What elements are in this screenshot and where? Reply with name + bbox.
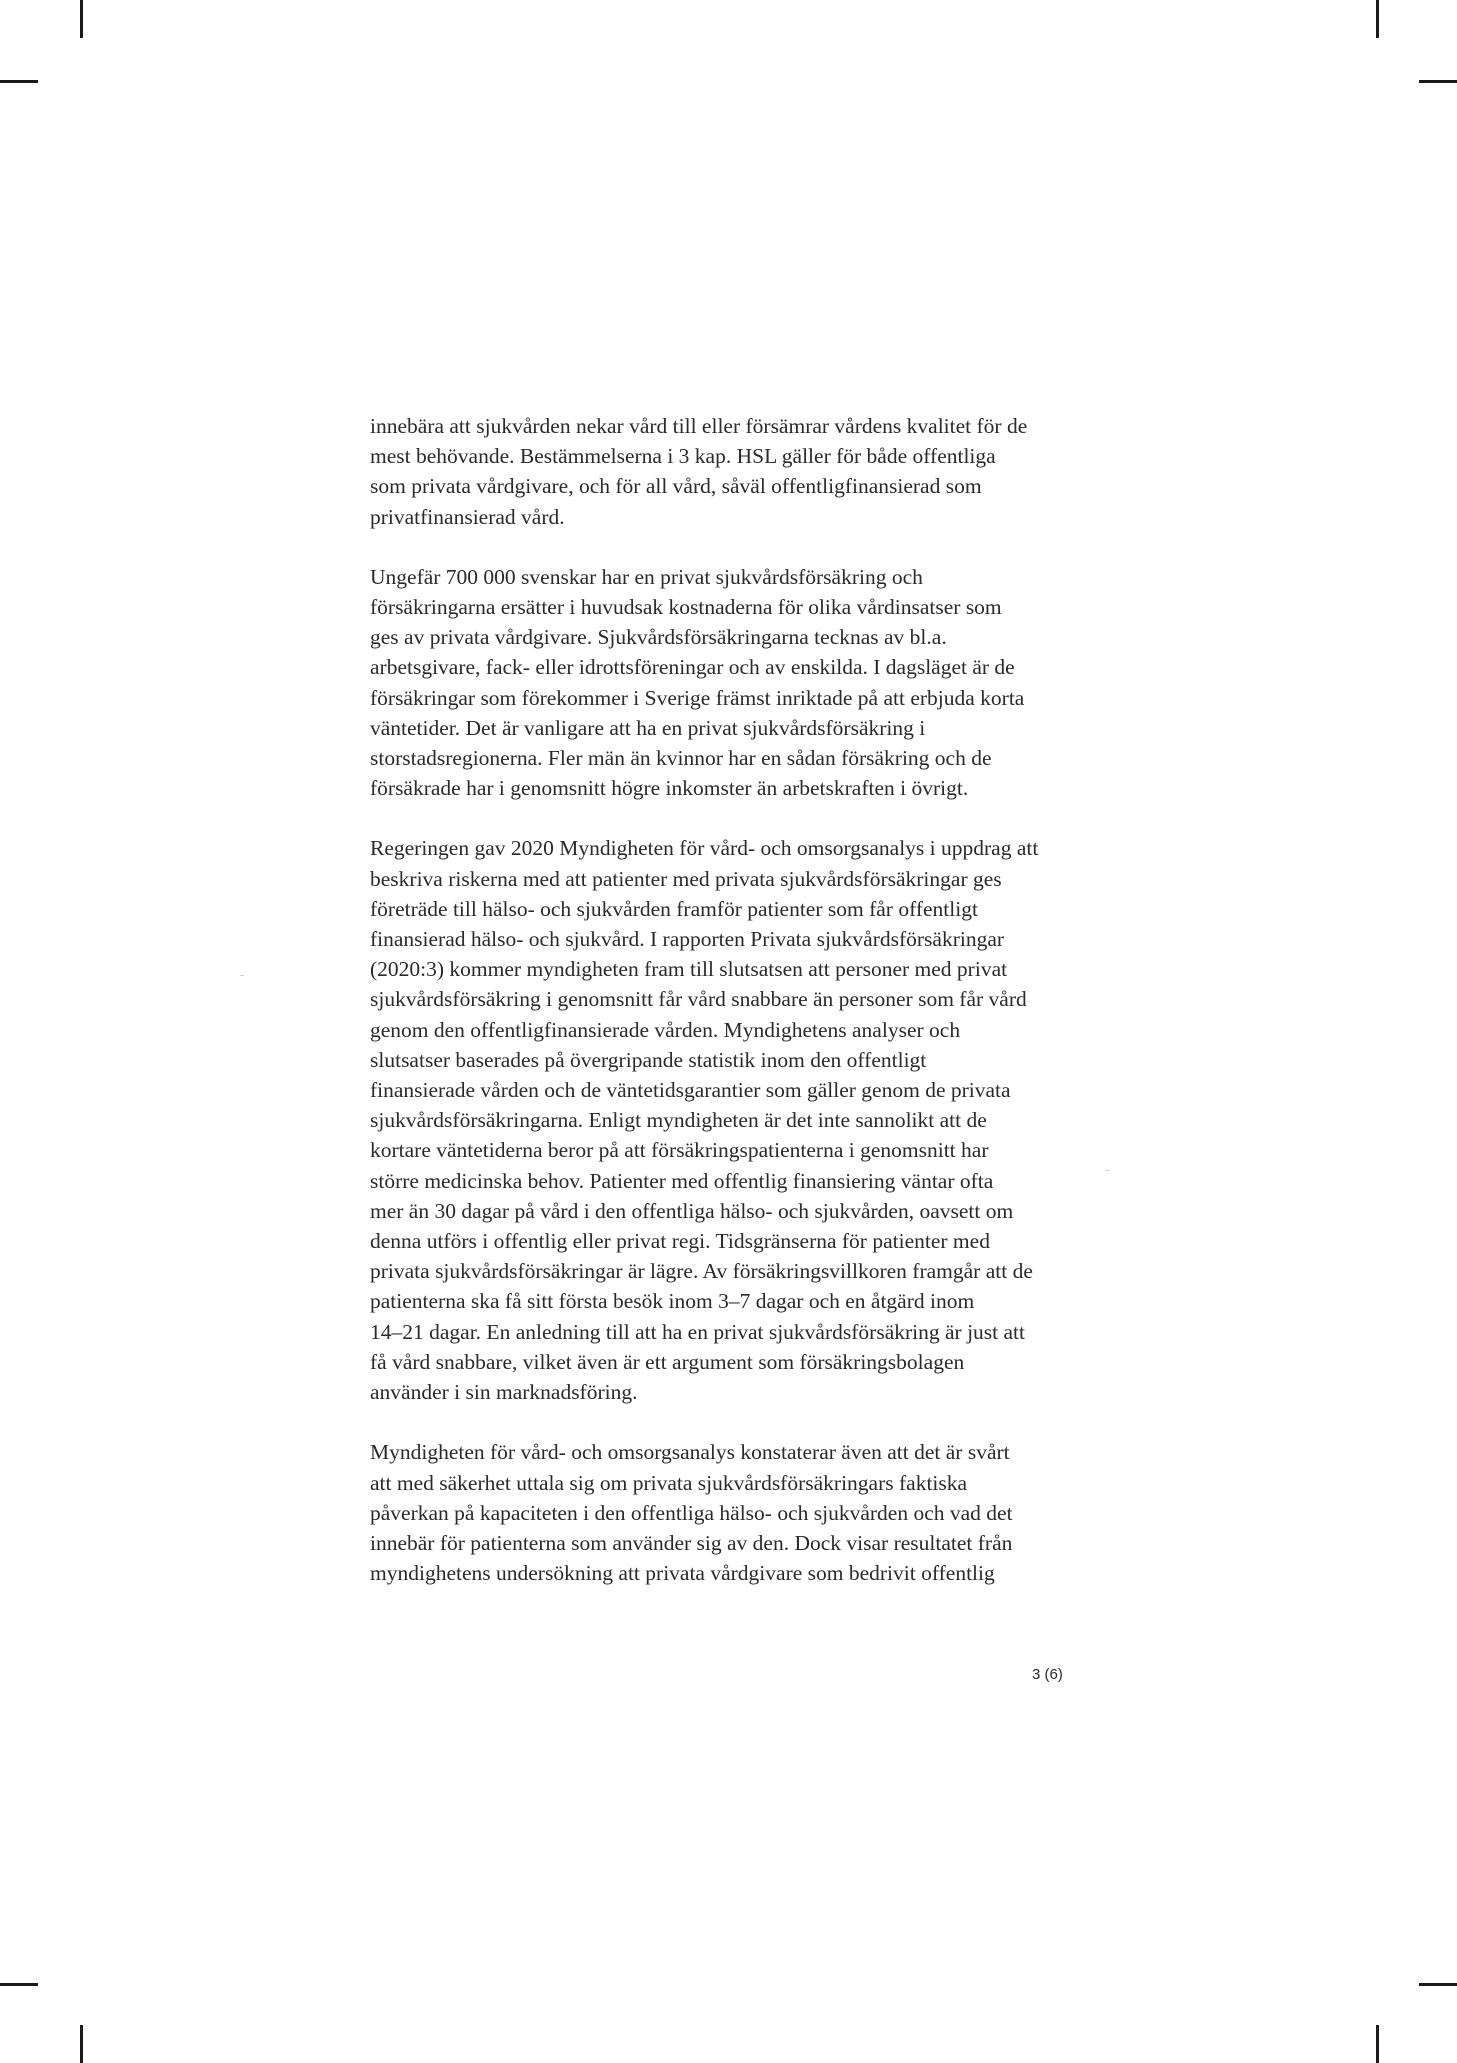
text-line: försäkringarna ersätter i huvudsak kostnaderna för olika vårdinsatser som	[370, 595, 1002, 620]
crop-mark-bottom-right-horizontal	[1419, 1983, 1457, 1986]
text-line: Myndigheten för vård- och omsorgsanalys konstaterar även att det är svårt	[370, 1440, 1010, 1465]
text-line: Ungefär 700 000 svenskar har en privat sjukvårdsförsäkring och	[370, 564, 923, 589]
scan-speck	[240, 975, 244, 976]
text-line: finansierad hälso- och sjukvård. I rapporten Privata sjukvårdsförsäkringar	[370, 927, 1005, 952]
text-line: storstadsregionerna. Fler män än kvinnor har en sådan försäkring och de	[370, 746, 992, 771]
text-line: Regeringen gav 2020 Myndigheten för vård- och omsorgsanalys i uppdrag att	[370, 836, 1039, 861]
crop-mark-bottom-left-vertical	[80, 2025, 83, 2063]
text-line: arbetsgivare, fack- eller idrottsföreningar och av enskilda. I dagsläget är de	[370, 655, 1015, 680]
text-line: som privata vårdgivare, och för all vård, såväl offentligfinansierad som	[370, 474, 982, 499]
text-line: större medicinska behov. Patienter med offentlig finansiering väntar ofta	[370, 1168, 994, 1193]
paragraph-2	[370, 562, 1090, 804]
text-line: slutsatser baserades på övergripande statistik inom den offentligt	[370, 1047, 927, 1072]
text-line: kortare väntetiderna beror på att försäkringspatienterna i genomsnitt har	[370, 1138, 989, 1163]
text-line: påverkan på kapaciteten i den offentliga hälso- och sjukvården och vad det	[370, 1500, 1013, 1525]
text-line: mer än 30 dagar på vård i den offentliga hälso- och sjukvården, oavsett om	[370, 1198, 1014, 1223]
crop-mark-top-left-horizontal	[0, 80, 38, 83]
crop-mark-top-right-vertical	[1376, 0, 1379, 38]
text-line: innebära att sjukvården nekar vård till eller försämrar vårdens kvalitet för de	[370, 414, 1028, 438]
text-line: försäkrade har i genomsnitt högre inkomster än arbetskraften i övrigt.	[370, 776, 969, 801]
text-line: väntetider. Det är vanligare att ha en privat sjukvårdsförsäkring i	[370, 715, 926, 740]
paragraph-4	[370, 1437, 1090, 1588]
text-line: privata sjukvårdsförsäkringar är lägre. Av försäkringsvillkoren framgår att de	[370, 1259, 1033, 1284]
crop-mark-top-left-vertical	[80, 0, 83, 38]
text-line: ges av privata vårdgivare. Sjukvårdsförsäkringarna tecknas av bl.a.	[370, 625, 947, 650]
text-line: privatfinansierad vård.	[370, 504, 565, 529]
text-line: finansierade vården och de väntetidsgarantier som gäller genom de privata	[370, 1078, 1011, 1103]
scan-speck	[1105, 1170, 1109, 1171]
paragraph-1	[370, 411, 1090, 532]
text-line: försäkringar som förekommer i Sverige främst inriktade på att erbjuda korta	[370, 685, 1025, 710]
text-line: genom den offentligfinansierade vården. Myndighetens analyser och	[370, 1017, 961, 1042]
text-line: få vård snabbare, vilket även är ett argument som försäkringsbolagen	[370, 1349, 965, 1374]
body-text	[370, 411, 1090, 1618]
text-line: 14–21 dagar. En anledning till att ha en privat sjukvårdsförsäkring är just att	[370, 1319, 1025, 1344]
paragraph-3	[370, 833, 1090, 1407]
text-line: att med säkerhet uttala sig om privata sjukvårdsförsäkringars faktiska	[370, 1470, 968, 1495]
text-line: (2020:3) kommer myndigheten fram till slutsatsen att personer med privat	[370, 957, 1008, 982]
text-line: myndighetens undersökning att privata vårdgivare som bedrivit offentlig	[370, 1561, 995, 1586]
page-number: 3 (6)	[1032, 1666, 1063, 1683]
crop-mark-bottom-right-vertical	[1376, 2025, 1379, 2063]
text-line: innebär för patienterna som använder sig av den. Dock visar resultatet från	[370, 1530, 1013, 1555]
text-line: sjukvårdsförsäkring i genomsnitt får vård snabbare än personer som får vård	[370, 987, 1027, 1012]
text-line: använder i sin marknadsföring.	[370, 1380, 638, 1405]
crop-mark-top-right-horizontal	[1419, 80, 1457, 83]
text-line: mest behövande. Bestämmelserna i 3 kap. HSL gäller för både offentliga	[370, 444, 996, 469]
text-line: beskriva riskerna med att patienter med privata sjukvårdsförsäkringar ges	[370, 866, 1002, 891]
text-line: patienterna ska få sitt första besök inom 3–7 dagar och en åtgärd inom	[370, 1289, 975, 1314]
crop-mark-bottom-left-horizontal	[0, 1983, 38, 1986]
text-line: företräde till hälso- och sjukvården framför patienter som får offentligt	[370, 896, 978, 921]
text-line: denna utförs i offentlig eller privat regi. Tidsgränserna för patienter med	[370, 1229, 990, 1254]
text-line: sjukvårdsförsäkringarna. Enligt myndigheten är det inte sannolikt att de	[370, 1108, 987, 1133]
